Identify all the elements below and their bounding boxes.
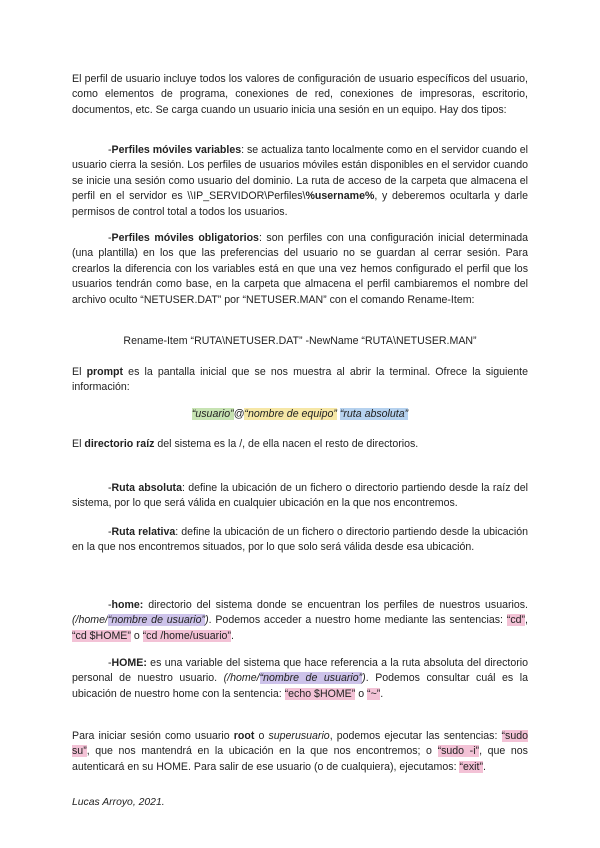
root-text-2: , podemos ejecutar las sentencias: (329, 730, 502, 742)
cmd-cd-home-var: “cd $HOME” (72, 629, 131, 642)
rename-command-text: Rename-Item “RUTA\NETUSER.DAT” -NewName “RUTA\NETUSER.MAN” (123, 335, 477, 347)
term-superusuario: superusuario (268, 730, 330, 742)
prompt-text: El (72, 366, 87, 378)
term-directorio-raiz: directorio raíz (84, 438, 155, 450)
HOME-path-end: ) (362, 672, 366, 685)
home-text: directorio del sistema donde se encuentran los perfiles de nuestros usuarios. (143, 599, 528, 611)
perfiles-obligatorios-paragraph (72, 231, 528, 308)
term-ruta-relativa: Ruta relativa (111, 526, 176, 538)
root-text-3: , que nos mantendrá en la ubicación en la que nos encontremos; o (86, 745, 438, 758)
home-path (72, 614, 209, 626)
rename-command (72, 334, 528, 349)
home-text-2: . Podemos acceder a nuestro home mediante las sentencias: (208, 614, 507, 627)
cmd-cd: “cd” (506, 614, 526, 627)
bullet-dash: - (108, 144, 112, 156)
cmd-exit: “exit” (459, 760, 484, 773)
root-paragraph (72, 729, 528, 775)
bullet-dash: - (108, 526, 112, 538)
variables-text-end: , y deberemos ocultarla y darle permisos de control total a todos los usuarios. (72, 190, 528, 218)
prompt-usuario-highlight: “usuario” (191, 408, 234, 420)
absoluta-text: : define la ubicación de un fichero o directorio partiendo desde la raíz del sistema, por lo que será válida en cualquier ubicación en la que nos encontremos. (72, 482, 528, 510)
root-text: Para iniciar sesión como usuario (72, 730, 234, 742)
term-perfiles-variables: Perfiles móviles variables (111, 144, 242, 156)
HOME-text-2: . Podemos consultar cuál es la ubicación de nuestro home con la sentencia: (72, 672, 528, 700)
cmd-tilde: “~” (367, 687, 381, 700)
cmd-cd-home-usuario: “cd /home/usuario” (142, 629, 231, 642)
term-HOME-variable: HOME: (111, 657, 147, 669)
period: . (380, 687, 384, 700)
HOME-path-start: (/home/ (223, 672, 260, 685)
cmd-echo-home: “echo $HOME” (284, 687, 356, 700)
separator: , (525, 614, 528, 627)
prompt-ruta-highlight: “ruta absoluta” (339, 408, 409, 420)
home-path-start: (/home/ (72, 614, 108, 627)
bullet-dash: - (108, 232, 112, 244)
HOME-path (224, 672, 366, 684)
raiz-paragraph (72, 437, 528, 452)
term-ruta-absoluta: Ruta absoluta (111, 482, 182, 494)
term-home: home: (111, 599, 144, 611)
term-root: root (233, 730, 255, 742)
period: . (230, 629, 234, 642)
HOME-username-highlight: “nombre de usuario” (259, 672, 363, 685)
prompt-equipo-highlight: “nombre de equipo” (244, 408, 337, 420)
prompt-text-end: es la pantalla inicial que se nos muestra al abrir la terminal. Ofrece la siguiente información: (72, 366, 528, 394)
footer-author: Lucas Arroyo, 2021. (72, 797, 165, 808)
root-text-4: , que nos autenticará en su HOME. Para salir de ese usuario (o de cualquiera), ejecutamos: (72, 745, 528, 773)
term-perfiles-obligatorios: Perfiles móviles obligatorios (111, 232, 259, 244)
prompt-format (72, 407, 528, 422)
cmd-sudo-su: “sudo su” (72, 730, 528, 758)
separator: o (355, 687, 368, 700)
period: . (483, 760, 486, 773)
cmd-sudo-i: “sudo -i” (437, 745, 480, 758)
term-prompt: prompt (86, 366, 124, 378)
home-path-end: ) (205, 614, 209, 627)
raiz-text: El (72, 438, 85, 450)
home-paragraph (72, 598, 528, 644)
prompt-paragraph (72, 365, 528, 396)
username-variable: %username% (305, 190, 375, 203)
bullet-dash: - (108, 482, 112, 494)
root-text-o: o (254, 730, 269, 742)
ruta-relativa-paragraph (72, 525, 528, 556)
bullet-dash: - (108, 599, 112, 611)
raiz-text-end: del sistema es la /, de ella nacen el resto de directorios. (154, 438, 419, 450)
perfiles-variables-paragraph (72, 143, 528, 220)
intro-paragraph (72, 72, 528, 118)
bullet-dash: - (108, 657, 112, 669)
variables-text: : se actualiza tanto localmente como en el servidor cuando el usuario cierra la sesión. Los perfiles de usuarios móviles están disponibles en el servidor cuando se inicie una sesión como usuario del dominio. La ruta de acceso de la carpeta que almacena el perfil en el servidor es \\IP_SERVIDOR\Perfiles\ (72, 144, 528, 203)
ruta-absoluta-paragraph (72, 481, 528, 512)
obligatorios-text: : son perfiles con una configuración inicial determinada (una plantilla) en los que las preferencias del usuario no se guardan al cerrar sesión. Para crearlos la diferencia con los variables está en que una vez hemos configurado el perfil que los usuarios tendrán como base, en la carpeta que almacena el perfil cambiaremos el nombre del archivo oculto “NETUSER.DAT” por “NETUSER.MAN” con el comando Rename-Item: (72, 232, 528, 306)
intro-text: El perfil de usuario incluye todos los valores de configuración de usuario específicos del usuario, como elementos de programa, conexiones de red, conexiones de impresoras, escritorio, documentos, etc. Se carga cuando un usuario inicia una sesión en un equipo. Hay dos tipos: (72, 73, 528, 116)
separator: o (130, 629, 143, 642)
HOME-text: es una variable del sistema que hace referencia a la ruta absoluta del directorio personal de nuestro usuario. (72, 657, 528, 685)
relativa-text: : define la ubicación de un fichero o directorio partiendo desde la ubicación en la que nos encontremos situados, por lo que solo será válida desde esa ubicación. (72, 526, 528, 554)
HOME-variable-paragraph (72, 656, 528, 702)
home-username-highlight: “nombre de usuario” (107, 614, 206, 627)
prompt-at-symbol: @ (233, 408, 245, 420)
